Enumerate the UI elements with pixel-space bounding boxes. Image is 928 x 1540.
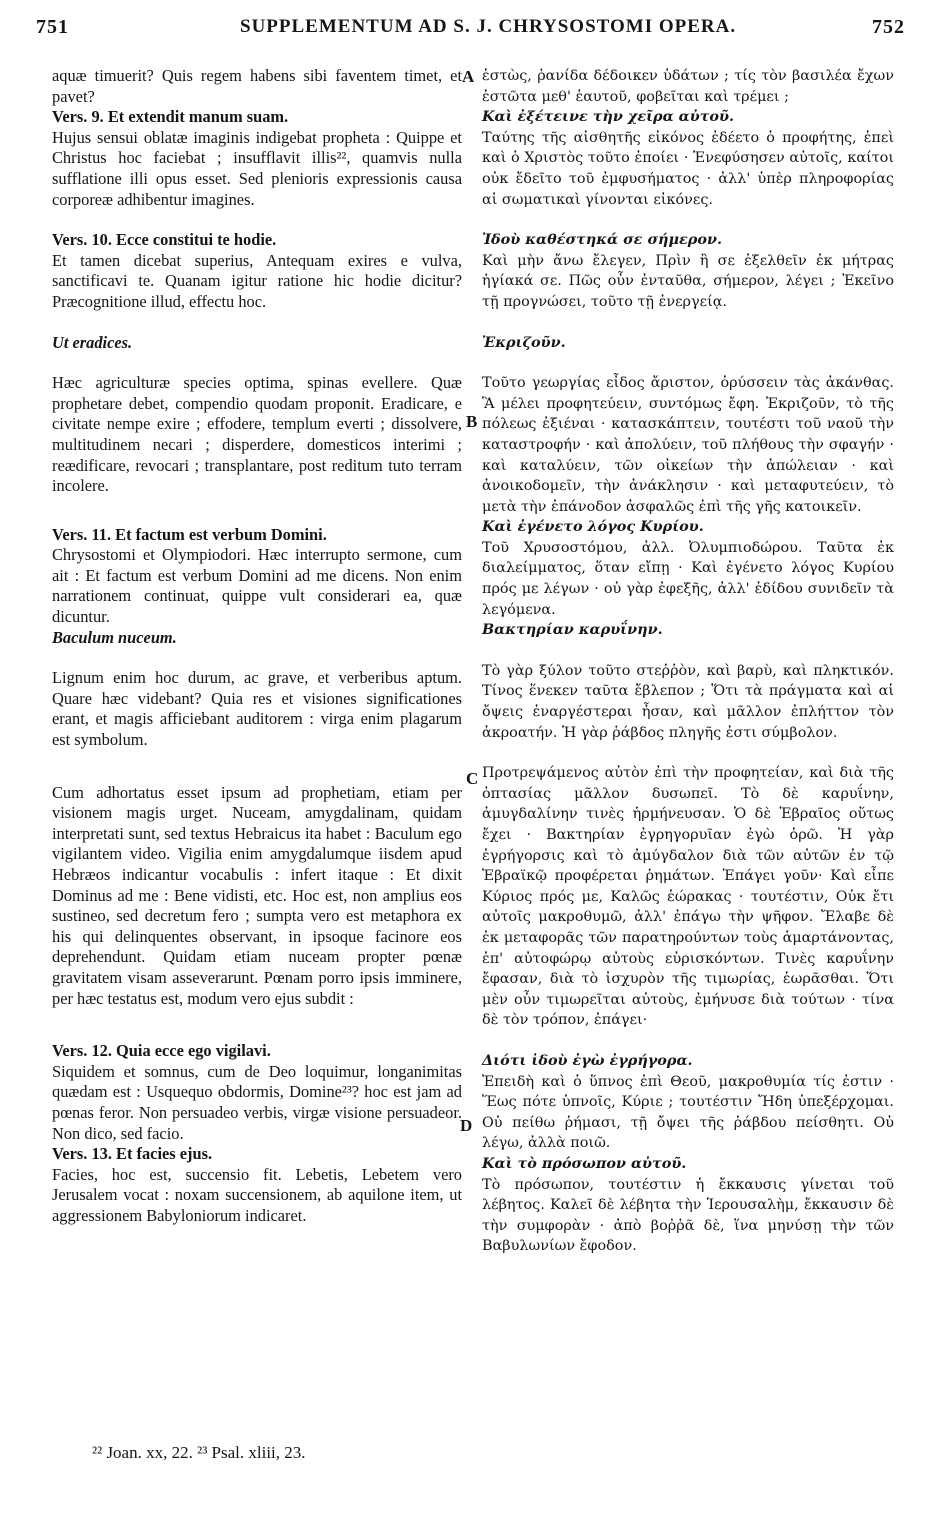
greek-paragraph: Τοῦτο γεωργίας εἶδος ἄριστον, ὀρύσσειν τὰς ἀκάνθας. Ἃ μέλει προφητεύειν, συντόμως ἔφη. Ἐκριζοῦν, τὸ τῆς πόλεως ἐξιέναι · κατασκάπτειν, τουτέστι τοῦ ναοῦ τὴν καταστροφήν · καὶ ἀπολύειν, τοῦ πλήθους τὴν σφαγήν · καὶ καταλύειν, τῶν οἰκείων τὴν ἀπώλειαν · καὶ ἀνοικοδομεῖν, τὴν ἀνάκλησιν · καὶ μεταφυτεύειν, τὸ μετὰ τὴν ἐπάνοδον ἀσφαλῶς ἐπὶ τῆς γῆς κατοικεῖν. xyxy=(482,375,894,515)
latin-column xyxy=(52,66,462,1227)
greek-paragraph: Ταύτης τῆς αἰσθητῆς εἰκόνος ἐδέετο ὁ προφήτης, ἐπεὶ καὶ ὁ Χριστὸς τοῦτο ἐποίει · Ἐνεφύσησεν αὐτοῖς, καίτοι οὐκ ἔδεῖτο τοῦ ἐμφυσήματος · ἀλλ' ὑπὲρ πληροφορίας αἱ σωματικαὶ γίνονται εἰκόνες. xyxy=(482,129,894,208)
verse-heading: Vers. 13. Et facies ejus. xyxy=(52,1144,213,1164)
greek-paragraph: Τοῦ Χρυσοστόμου, ἀλλ. Ὀλυμπιοδώρου. Ταῦτα ἐκ διαλείμματος, ὅταν εἴπῃ · Καὶ ἐγένετο λόγος Κυρίου πρός με λέγων · οὐ γὰρ ἐφεξῆς, ἀλλ' ἐδίδου συνιδεῖν τὰ λεγόμενα. xyxy=(482,539,894,618)
section-marker-b: B xyxy=(466,412,478,431)
greek-heading: Ἰδοὺ καθέστηκά σε σήμερον. xyxy=(482,231,722,249)
section-marker-a: A xyxy=(462,67,475,86)
latin-paragraph: Siquidem et somnus, cum de Deo loquimur, longanimitas quædam est : Usquequo obdormis, Domine²³? hoc est jam ad pœnas feror. Non persuadeo verbis, virgæ visione persuadeor. Non dico, sed facio. xyxy=(52,1061,462,1143)
greek-paragraph: Τὸ γὰρ ξύλον τοῦτο στεῤῥὸν, καὶ βαρὺ, καὶ πληκτικόν. Τίνος ἕνεκεν ταῦτα ἔβλεπον ; Ὅτι τὰ πράγματα καὶ αἱ ὄψεις ἐναργέστεραι ἦσαν, καὶ μᾶλλον ἐπλήττον τὸν ἀκροατήν. Ἡ γὰρ ῥάβδος πληγῆς ἐστι σύμβολον. xyxy=(482,662,894,741)
greek-heading: Καὶ ἐγένετο λόγος Κυρίου. xyxy=(482,518,704,536)
latin-paragraph: Facies, hoc est, succensio fit. Lebetis, Lebetem vero Jerusalem vocat : noxam succensionem, ab aquilone item, ut aggressionem Babyloniorum indicaret. xyxy=(52,1164,462,1225)
page-number-right: 752 xyxy=(872,16,905,38)
running-header xyxy=(0,0,928,52)
greek-heading: Διότι ἰδοὺ ἐγὼ ἐγρήγορα. xyxy=(482,1051,693,1069)
greek-heading: Καὶ τὸ πρόσωπον αὐτοῦ. xyxy=(482,1154,687,1172)
latin-paragraph: Cum adhortatus esset ipsum ad prophetiam, etiam per visionem magis urget. Nuceam, amygdalinam, quidam interpretati sunt, sed textus Hebraicus ita habet : Baculum ego vigilantem video. Vigilia enim amygdalumque iisdem apud Hebræos indicantur vocabulis : infert itaque : Et dixit Dominus ad me : Bene vidisti, etc. Hoc est, non amplius eos sustineo, sed decretum fero ; sumpta vero est metaphora ex his qui delinquentes observant, in ipsoque facinore eos deprehendunt. Quidam etiam nuceam propter pœnæ gravitatem visam asseverarunt. Pœnam porro ipsis imminere, per hæc testatus est, modum vero ejus subdit : xyxy=(52,782,462,1008)
greek-paragraph: Καὶ μὴν ἄνω ἔλεγεν, Πρὶν ἢ σε ἐξελθεῖν ἐκ μήτρας ἡγίακά σε. Πῶς οὖν ἐνταῦθα, σήμερον, λέγει ; Ἐκεῖνο τῇ προγνώσει, τοῦτο τῇ ἐνεργείᾳ. xyxy=(482,252,894,310)
latin-paragraph: Lignum enim hoc durum, ac grave, et verberibus aptum. Quare hæc videbant? Quia res et visiones significationes erant, et magis afficiebant auditorem : virga enim plagarum est symbolum. xyxy=(52,668,462,750)
greek-heading: Καὶ ἐξέτεινε τὴν χεῖρα αὐτοῦ. xyxy=(482,108,735,126)
greek-heading: Ἐκριζοῦν. xyxy=(482,333,566,351)
page-number-left: 751 xyxy=(36,16,69,38)
verse-heading: Vers. 9. Et extendit manum suam. xyxy=(52,107,289,127)
running-title: SUPPLEMENTUM AD S. J. CHRYSOSTOMI OPERA. xyxy=(240,16,737,37)
latin-paragraph: Et tamen dicebat superius, Antequam exires e vulva, sanctificavi te. Quanam igitur ratione hic hodie dicitur? Præcognitione illud, effectu hoc. xyxy=(52,250,462,311)
section-marker-c: C xyxy=(466,769,479,788)
latin-paragraph: Hæc agriculturæ species optima, spinas evellere. Quæ prophetare debet, compendio quodam proponit. Eradicare, e civitate nempe exire ; effodere, templum everti ; dissolvere, multitudinem necari ; disperdere, domesticos interimi ; reædificare, revocari ; transplantare, post reditum tuto terram incolere. xyxy=(52,373,462,496)
verse-heading: Vers. 12. Quia ecce ego vigilavi. xyxy=(52,1041,271,1061)
verse-heading: Vers. 11. Et factum est verbum Domini. xyxy=(52,524,327,544)
greek-paragraph: Προτρεψάμενος αὐτὸν ἐπὶ τὴν προφητείαν, καὶ διὰ τῆς ὀπτασίας μᾶλλον δυσωπεῖ. Τὸ δὲ καρυΐνην, ἀμυγδαλίνην τινὲς ἡρμήνευσαν. Ὁ δὲ Ἑβραῖος οὕτως ἔχει · Βακτηρίαν ἐγρηγορυῖαν ἐγὼ ὁρῶ. Ἡ γὰρ ἐγρήγορσις καὶ τὸ ἀμύγδαλον διὰ τῶν αὐτῶν ἐν τῷ Ἑβραϊκῷ προφέρεται ῥημάτων. Ἐπάγει γοῦν· Καὶ εἶπε Κύριος πρός με, Καλῶς ἑώρακας · τουτέστιν, Οὐκ ἔτι αὐτοῖς μακροθυμῶ, ἀλλ' ἐπάγω τὴν ψῆφον. Ἔλαβε δὲ ἐκ μεταφορᾶς τῶν παρατηρούντων τοὺς ἁμαρτάνοντας, ἐπ' αὐτοφώρῳ αὐτοὺς εὑρισκόντων. Τινὲς καρυΐνην ἔφασαν, διὰ τὸ ἰσχυρὸν τῆς τιμωρίας, ἑωρᾶσθαι. Ὅτι μὲν οὖν τιμωρεῖται αὐτοὺς, ἐμήνυσε διὰ τούτων · τίνα δὲ τὸν τρόπον, ἐπάγει· xyxy=(482,765,894,1029)
latin-paragraph: aquæ timuerit? Quis regem habens sibi faventem timet, et pavet? xyxy=(52,66,462,106)
verse-heading: Vers. 10. Ecce constitui te hodie. xyxy=(52,230,277,250)
greek-paragraph: Ἐπειδὴ καὶ ὁ ὕπνος ἐπὶ Θεοῦ, μακροθυμία τίς ἐστιν · Ἕως πότε ὑπνοῖς, Κύριε ; τουτέστιν Ἤδη ὑπεξέρχομαι. Οὐ πείθω ῥήμασι, τῇ ὄψει τῆς ῥάβδου πείσθητι. Οὐ λέγω, ἀλλὰ ποιῶ. xyxy=(482,1073,894,1152)
lemma-heading: Ut eradices. xyxy=(52,332,133,352)
latin-paragraph: Chrysostomi et Olympiodori. Hæc interrupto sermone, cum ait : Et factum est verbum Domini ad me dicens. Non enim narrationem continuat, quippe vult considerari ea, quæ dicuntur. xyxy=(52,545,462,627)
greek-column xyxy=(482,66,894,1257)
greek-heading: Βακτηρίαν καρυΐνην. xyxy=(482,621,663,639)
section-marker-d: D xyxy=(460,1116,473,1135)
latin-paragraph: Hujus sensui oblatæ imaginis indigebat propheta : Quippe et Christus hoc faciebat ; insufflavit illis²², quamvis nulla sufflatione illi opus esset. Sed plenioris expressionis causa corporeæ adhibentur imagines. xyxy=(52,127,462,209)
lemma-heading: Baculum nuceum. xyxy=(52,627,177,647)
footnotes: ²² Joan. xx, 22. ²³ Psal. xliii, 23. xyxy=(92,1443,306,1462)
greek-paragraph: Τὸ πρόσωπον, τουτέστιν ἡ ἔκκαυσις γίνεται τοῦ λέβητος. Καλεῖ δὲ λέβητα τὴν Ἱερουσαλὴμ, ἔκκαυσιν δὲ τὴν συμφορὰν · ἀπὸ βοῤῥᾶ δὲ, ἵνα μηνύσῃ τὴν τῶν Βαβυλωνίων ἔφοδον. xyxy=(482,1176,894,1255)
greek-paragraph: ἑστὼς, ῥανίδα δέδοικεν ὑδάτων ; τίς τὸν βασιλέα ἔχων ἑστῶτα μεθ' ἑαυτοῦ, φοβεῖται καὶ τρέμει ; xyxy=(482,68,894,105)
